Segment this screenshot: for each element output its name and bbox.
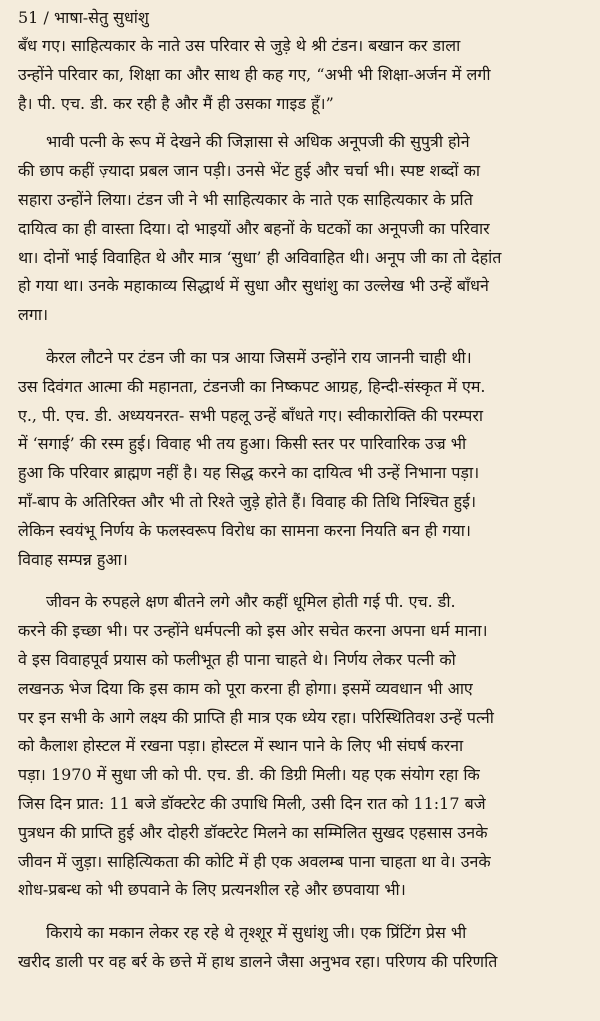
paragraph-4	[18, 588, 586, 905]
text-line: शोध-प्रबन्ध को भी छपवाने के लिए प्रत्यनशील रहे और छपवाया भी।	[18, 880, 406, 900]
text-line: जिस दिन प्रात: 11 बजे डॉक्टरेट की उपाधि मिली, उसी दिन रात को 11:17 बजे	[18, 793, 486, 813]
text-line: भावी पत्नी के रूप में देखने की जिज्ञासा से अधिक अनूपजी की सुपुत्री होने	[46, 132, 470, 152]
text-line: में ‘सगाई’ की रस्म हुई। विवाह भी तय हुआ। किसी स्तर पर पारिवारिक उज्र भी	[18, 434, 467, 454]
text-line: था। दोनों भाई विवाहित थे और मात्र ‘सुधा’ ही अविवाहित थी। अनूप जी का तो देहांत	[18, 247, 502, 267]
paragraph-3	[18, 344, 586, 574]
text-line: जीवन में जुड़ा। साहित्यिकता की कोटि में ही एक अवलम्ब पाना चाहता था वे। उनके	[18, 851, 491, 871]
text-line: लेकिन स्वयंभू निर्णय के फलस्वरूप विरोध का सामना करना नियति बन ही गया।	[18, 520, 471, 540]
text-line: पड़ा। 1970 में सुधा जी को पी. एच. डी. की डिग्री मिली। यह एक संयोग रहा कि	[18, 765, 480, 785]
text-line: करने की इच्छा भी। पर उन्होंने धर्मपत्नी को इस ओर सचेत करना अपना धर्म माना।	[18, 621, 488, 641]
text-line: उस दिवंगत आत्मा की महानता, टंडनजी का निष्कपट आग्रह, हिन्दी-संस्कृत में एम.	[18, 376, 486, 396]
text-line: जीवन के रुपहले क्षण बीतने लगे और कहीं धूमिल होती गई पी. एच. डी.	[46, 592, 456, 612]
text-line: पुत्रधन की प्राप्ति हुई और दोहरी डॉक्टरेट मिलने का सम्मिलित सुखद एहसास उनके	[18, 822, 488, 842]
text-line: को कैलाश होस्टल में रखना पड़ा। होस्टल में स्थान पाने के लिए भी संघर्ष करना	[18, 736, 464, 756]
text-line: लखनऊ भेज दिया कि इस काम को पूरा करना ही होगा। इसमें व्यवधान भी आए	[18, 678, 473, 698]
header-separator: /	[43, 8, 49, 27]
paragraph-1	[18, 32, 586, 118]
text-line: माँ-बाप के अतिरिक्त और भी तो रिश्ते जुड़े होते हैं। विवाह की तिथि निश्चित हुई।	[18, 491, 477, 511]
text-line: ए., पी. एच. डी. अध्ययनरत- सभी पहलू उन्हें बाँधते गए। स्वीकारोक्ति की परम्परा	[18, 405, 484, 425]
paragraph-5	[18, 919, 586, 977]
text-line: हो गया था। उनके महाकाव्य सिद्धार्थ में सुधा और सुधांशु का उल्लेख भी उन्हें बाँधने	[18, 276, 489, 296]
text-line: पर इन सभी के आगे लक्ष्य की प्राप्ति ही मात्र एक ध्येय रहा। परिस्थितिवश उन्हें पत्नी	[18, 707, 494, 727]
text-line: खरीद डाली पर वह बर्र के छत्ते में हाथ डालने जैसा अनुभव रहा। परिणय की परिणति	[18, 951, 498, 971]
text-line: लगा।	[18, 305, 49, 325]
page-header	[18, 4, 586, 32]
text-line: विवाह सम्पन्न हुआ।	[18, 549, 128, 569]
running-title: भाषा-सेतु सुधांशु	[53, 8, 149, 27]
text-line: दायित्व का ही वास्ता दिया। दो भाइयों और बहनों के घटकों का अनूपजी का परिवार	[18, 218, 490, 238]
text-line: हुआ कि परिवार ब्राह्मण नहीं है। यह सिद्ध करने का दायित्व भी उन्हें निभाना पड़ा।	[18, 463, 480, 483]
text-line: उन्होंने परिवार का, शिक्षा का और साथ ही कह गए, “अभी भी शिक्षा-अर्जन में लगी	[18, 64, 491, 84]
text-line: किराये का मकान लेकर रह रहे थे तृश्शूर में सुधांशु जी। एक प्रिंटिंग प्रेस भी	[46, 923, 467, 943]
paragraph-2	[18, 128, 586, 330]
text-line: सहारा उन्होंने लिया। टंडन जी ने भी साहित्यकार के नाते एक साहित्यकार के प्रति	[18, 189, 473, 209]
text-line: की छाप कहीं ज़्यादा प्रबल जान पड़ी। उनसे भेंट हुई और चर्चा भी। स्पष्ट शब्दों का	[18, 161, 481, 181]
text-line: केरल लौटने पर टंडन जी का पत्र आया जिसमें उन्होंने राय जाननी चाही थी।	[46, 347, 472, 367]
page-number: 51	[18, 8, 39, 27]
text-line: बँध गए। साहित्यकार के नाते उस परिवार से जुड़े थे श्री टंडन। बखान कर डाला	[18, 36, 461, 55]
text-line: है। पी. एच. डी. कर रही है और मैं ही उसका गाइड हूँ।”	[18, 93, 334, 113]
text-line: वे इस विवाहपूर्व प्रयास को फलीभूत ही पाना चाहते थे। निर्णय लेकर पत्नी को	[18, 649, 456, 669]
